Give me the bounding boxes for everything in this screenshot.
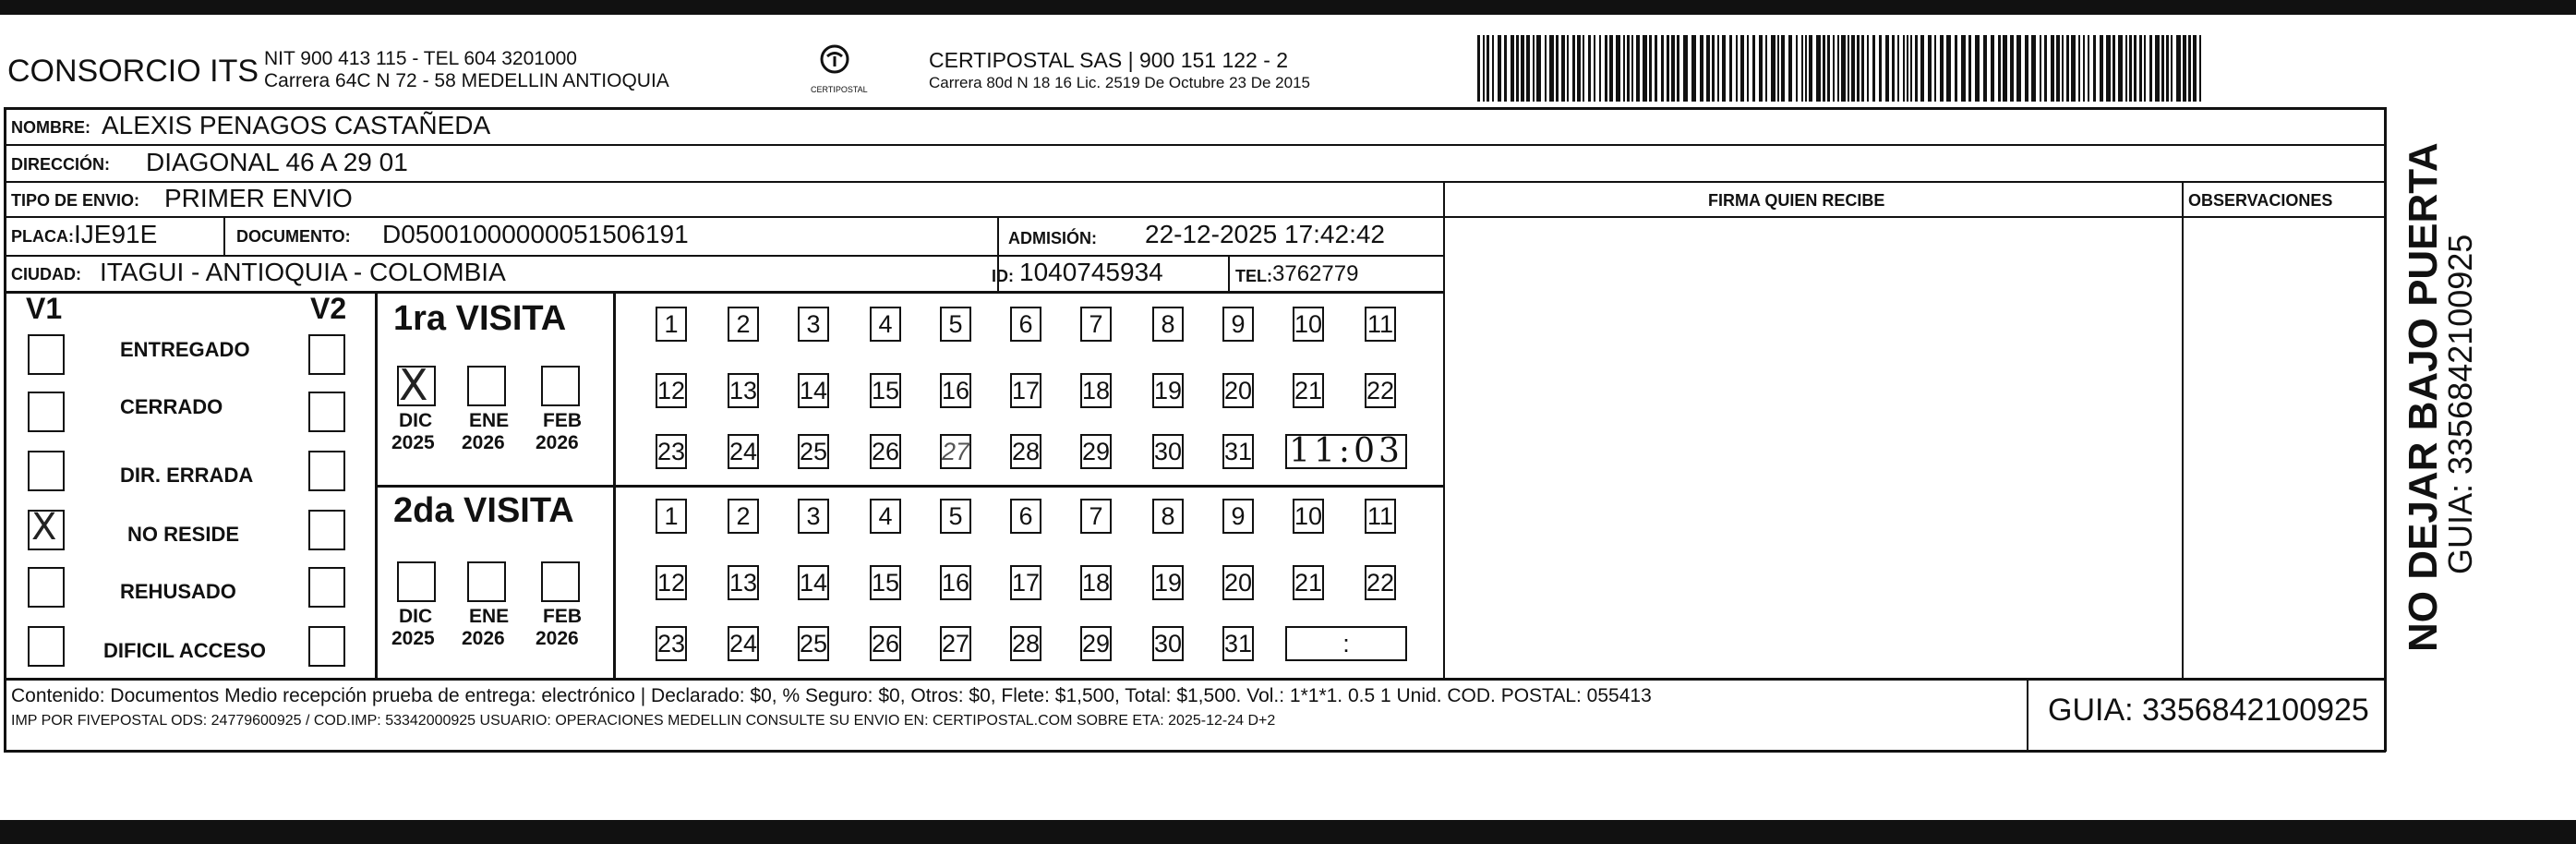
nombre-label: NOMBRE: [11, 118, 90, 137]
visit2-day-25[interactable]: 25 [798, 626, 829, 661]
visit2-day-27[interactable]: 27 [940, 626, 971, 661]
visit1-day-17[interactable]: 17 [1010, 373, 1041, 408]
visit1-day-13[interactable]: 13 [728, 373, 759, 408]
ciudad-value: ITAGUI - ANTIOQUIA - COLOMBIA [100, 258, 506, 286]
visit2-day-28[interactable]: 28 [1010, 626, 1041, 661]
visit2-day-12[interactable]: 12 [656, 565, 687, 600]
visit1-month-checkbox-3[interactable] [541, 366, 580, 406]
visit2-day-16[interactable]: 16 [940, 565, 971, 600]
visit2-day-10[interactable]: 10 [1293, 499, 1324, 534]
visit1-day-24[interactable]: 24 [728, 434, 759, 469]
admision-value: 22-12-2025 17:42:42 [1145, 220, 1385, 248]
visit1-day-26[interactable]: 26 [870, 434, 901, 469]
visit2-day-18[interactable]: 18 [1080, 565, 1112, 600]
visit1-day-23[interactable]: 23 [656, 434, 687, 469]
visit1-day-11[interactable]: 11 [1365, 307, 1396, 342]
certipostal-logo-icon [814, 41, 855, 81]
visit1-day-7[interactable]: 7 [1080, 307, 1112, 342]
visit2-year-label-2: 2026 [462, 628, 505, 649]
id-label: ID: [992, 267, 1014, 285]
visit1-day-30[interactable]: 30 [1152, 434, 1184, 469]
company-nit-tel: NIT 900 413 115 - TEL 604 3201000 [264, 48, 577, 69]
visit2-day-22[interactable]: 22 [1365, 565, 1396, 600]
barcode-icon [1477, 35, 2207, 102]
visit2-month-checkbox-1[interactable] [397, 561, 436, 602]
v1-checkbox-1[interactable] [28, 334, 65, 375]
visit2-year-label-1: 2025 [391, 628, 435, 649]
placa-value: IJE91E [74, 220, 158, 248]
visit1-day-9[interactable]: 9 [1222, 307, 1254, 342]
admision-label: ADMISIÓN: [1008, 229, 1097, 247]
visit1-month-label-2: ENE [469, 410, 510, 431]
v2-heading: V2 [310, 292, 347, 325]
logo-caption: CERTIPOSTAL [811, 85, 868, 94]
v1-checkbox-2[interactable] [28, 392, 65, 432]
status-label-4: NO RESIDE [127, 523, 240, 546]
company-address: Carrera 64C N 72 - 58 MEDELLIN ANTIOQUIA [264, 70, 669, 91]
visit2-day-8[interactable]: 8 [1152, 499, 1184, 534]
form-outer-right [2384, 107, 2387, 752]
visit2-day-5[interactable]: 5 [940, 499, 971, 534]
visit1-day-29[interactable]: 29 [1080, 434, 1112, 469]
signature-area[interactable] [1446, 218, 2181, 678]
visit2-day-6[interactable]: 6 [1010, 499, 1041, 534]
id-value: 1040745934 [1019, 258, 1163, 286]
form-bottom-line [4, 678, 2386, 681]
visit1-day-31[interactable]: 31 [1222, 434, 1254, 469]
visit2-day-4[interactable]: 4 [870, 499, 901, 534]
direccion-label: DIRECCIÓN: [11, 155, 110, 174]
tipo-envio-value: PRIMER ENVIO [164, 184, 353, 212]
v2-checkbox-4[interactable] [308, 510, 345, 550]
visit2-day-24[interactable]: 24 [728, 626, 759, 661]
visit2-day-30[interactable]: 30 [1152, 626, 1184, 661]
visit2-day-2[interactable]: 2 [728, 499, 759, 534]
visit1-day-3[interactable]: 3 [798, 307, 829, 342]
visit1-month-checkbox-2[interactable] [467, 366, 506, 406]
visit1-day-4[interactable]: 4 [870, 307, 901, 342]
visit1-day-16[interactable]: 16 [940, 373, 971, 408]
visit2-day-31[interactable]: 31 [1222, 626, 1254, 661]
visit1-day-14[interactable]: 14 [798, 373, 829, 408]
status-label-3: DIR. ERRADA [120, 464, 254, 487]
visit1-year-label-1: 2025 [391, 432, 435, 453]
visit2-day-29[interactable]: 29 [1080, 626, 1112, 661]
v2-checkbox-5[interactable] [308, 567, 345, 608]
visit2-day-20[interactable]: 20 [1222, 565, 1254, 600]
visit1-time-field[interactable]: 11:03 [1285, 434, 1407, 469]
carrier-name: CERTIPOSTAL SAS | 900 151 122 - 2 [929, 48, 1289, 72]
form-outer-top [4, 107, 2386, 110]
v2-checkbox-6[interactable] [308, 626, 345, 667]
visit1-day-19[interactable]: 19 [1152, 373, 1184, 408]
visit1-month-label-1: DIC [399, 410, 433, 431]
visit2-day-1[interactable]: 1 [656, 499, 687, 534]
v2-checkbox-1[interactable] [308, 334, 345, 375]
visit1-day-22[interactable]: 22 [1365, 373, 1396, 408]
v1-checkbox-4[interactable] [28, 506, 65, 550]
visit2-title: 2da VISITA [393, 491, 574, 530]
visit1-day-10[interactable]: 10 [1293, 307, 1324, 342]
no-dejar-bajo-puerta: NO DEJAR BAJO PUERTA [2401, 142, 2446, 652]
v2-checkbox-3[interactable] [308, 451, 345, 491]
visit2-day-17[interactable]: 17 [1010, 565, 1041, 600]
side-guia: GUIA: 3356842100925 [2441, 234, 2479, 574]
visit1-day-12[interactable]: 12 [656, 373, 687, 408]
visit1-day-1[interactable]: 1 [656, 307, 687, 342]
form-outer-left [4, 107, 6, 752]
visit1-day-28[interactable]: 28 [1010, 434, 1041, 469]
v1-checkbox-5[interactable] [28, 567, 65, 608]
visit2-month-label-2: ENE [469, 606, 510, 627]
company-name: CONSORCIO ITS [7, 54, 259, 89]
visit1-title: 1ra VISITA [393, 299, 567, 338]
status-label-5: REHUSADO [120, 580, 236, 603]
status-label-6: DIFICIL ACCESO [103, 639, 267, 662]
tel-value: 3762779 [1272, 261, 1359, 286]
visit2-month-label-1: DIC [399, 606, 433, 627]
contenido-text: Contenido: Documentos Medio recepción prueba de entrega: electrónico | Declarado: $0, % Seguro: $0, Otros: $0, Flete: $1,500, Total: $1,500. Vol.: 1*1*1. 0.5 1 Unid. COD. POSTAL: 055413 [11, 685, 1652, 706]
visit1-day-5[interactable]: 5 [940, 307, 971, 342]
visit1-month-label-3: FEB [543, 410, 582, 431]
visit1-year-label-3: 2026 [536, 432, 579, 453]
check-mark-icon: X [399, 360, 428, 410]
visit1-day-6[interactable]: 6 [1010, 307, 1041, 342]
visit1-day-20[interactable]: 20 [1222, 373, 1254, 408]
status-label-2: CERRADO [120, 395, 223, 418]
visit1-day-15[interactable]: 15 [870, 373, 901, 408]
visit2-day-26[interactable]: 26 [870, 626, 901, 661]
observaciones-label: OBSERVACIONES [2188, 191, 2333, 210]
visit2-month-checkbox-2[interactable] [467, 561, 506, 602]
documento-label: DOCUMENTO: [236, 227, 351, 246]
visit2-day-14[interactable]: 14 [798, 565, 829, 600]
visit2-day-13[interactable]: 13 [728, 565, 759, 600]
documento-value: D05001000000051506191 [382, 220, 689, 248]
visit1-day-25[interactable]: 25 [798, 434, 829, 469]
visit2-day-9[interactable]: 9 [1222, 499, 1254, 534]
bottom-border-bar [0, 820, 2576, 844]
visit1-day-21[interactable]: 21 [1293, 373, 1324, 408]
direccion-value: DIAGONAL 46 A 29 01 [146, 148, 408, 176]
visit2-day-21[interactable]: 21 [1293, 565, 1324, 600]
visit1-day-18[interactable]: 18 [1080, 373, 1112, 408]
footer-guia: GUIA: 3356842100925 [2048, 693, 2369, 728]
visit2-month-checkbox-3[interactable] [541, 561, 580, 602]
firma-label: FIRMA QUIEN RECIBE [1708, 191, 1885, 210]
visit1-month-checkbox-1[interactable] [397, 360, 436, 410]
visit2-day-3[interactable]: 3 [798, 499, 829, 534]
visit2-day-15[interactable]: 15 [870, 565, 901, 600]
status-label-1: ENTREGADO [120, 338, 250, 361]
nombre-value: ALEXIS PENAGOS CASTAÑEDA [102, 111, 491, 139]
top-border-bar [0, 0, 2576, 15]
visit2-day-11[interactable]: 11 [1365, 499, 1396, 534]
visit1-year-label-2: 2026 [462, 432, 505, 453]
placa-label: PLACA: [11, 227, 74, 246]
check-mark-icon: X [31, 506, 57, 549]
imp-text: IMP POR FIVEPOSTAL ODS: 24779600925 / COD.IMP: 53342000925 USUARIO: OPERACIONES MEDELLIN CONSULTE SU ENVIO EN: CERTIPOSTAL.COM SOBRE ETA: 2025-12-24 D+2 [11, 713, 1276, 729]
v1-heading: V1 [26, 292, 63, 325]
visit1-day-8[interactable]: 8 [1152, 307, 1184, 342]
tel-label: TEL: [1235, 267, 1272, 285]
visit2-day-7[interactable]: 7 [1080, 499, 1112, 534]
visit2-time-field[interactable]: : [1285, 626, 1407, 661]
v1-checkbox-3[interactable] [28, 451, 65, 491]
observaciones-area[interactable] [2185, 218, 2384, 678]
visit1-day-27[interactable]: 27 [940, 434, 971, 469]
visit2-day-23[interactable]: 23 [656, 626, 687, 661]
ciudad-label: CIUDAD: [11, 265, 81, 283]
visit1-day-2[interactable]: 2 [728, 307, 759, 342]
carrier-address: Carrera 80d N 18 16 Lic. 2519 De Octubre 23 De 2015 [929, 74, 1310, 91]
visit2-year-label-3: 2026 [536, 628, 579, 649]
v1-checkbox-6[interactable] [28, 626, 65, 667]
tipo-envio-label: TIPO DE ENVIO: [11, 191, 140, 210]
visit2-day-19[interactable]: 19 [1152, 565, 1184, 600]
visit2-month-label-3: FEB [543, 606, 582, 627]
v2-checkbox-2[interactable] [308, 392, 345, 432]
